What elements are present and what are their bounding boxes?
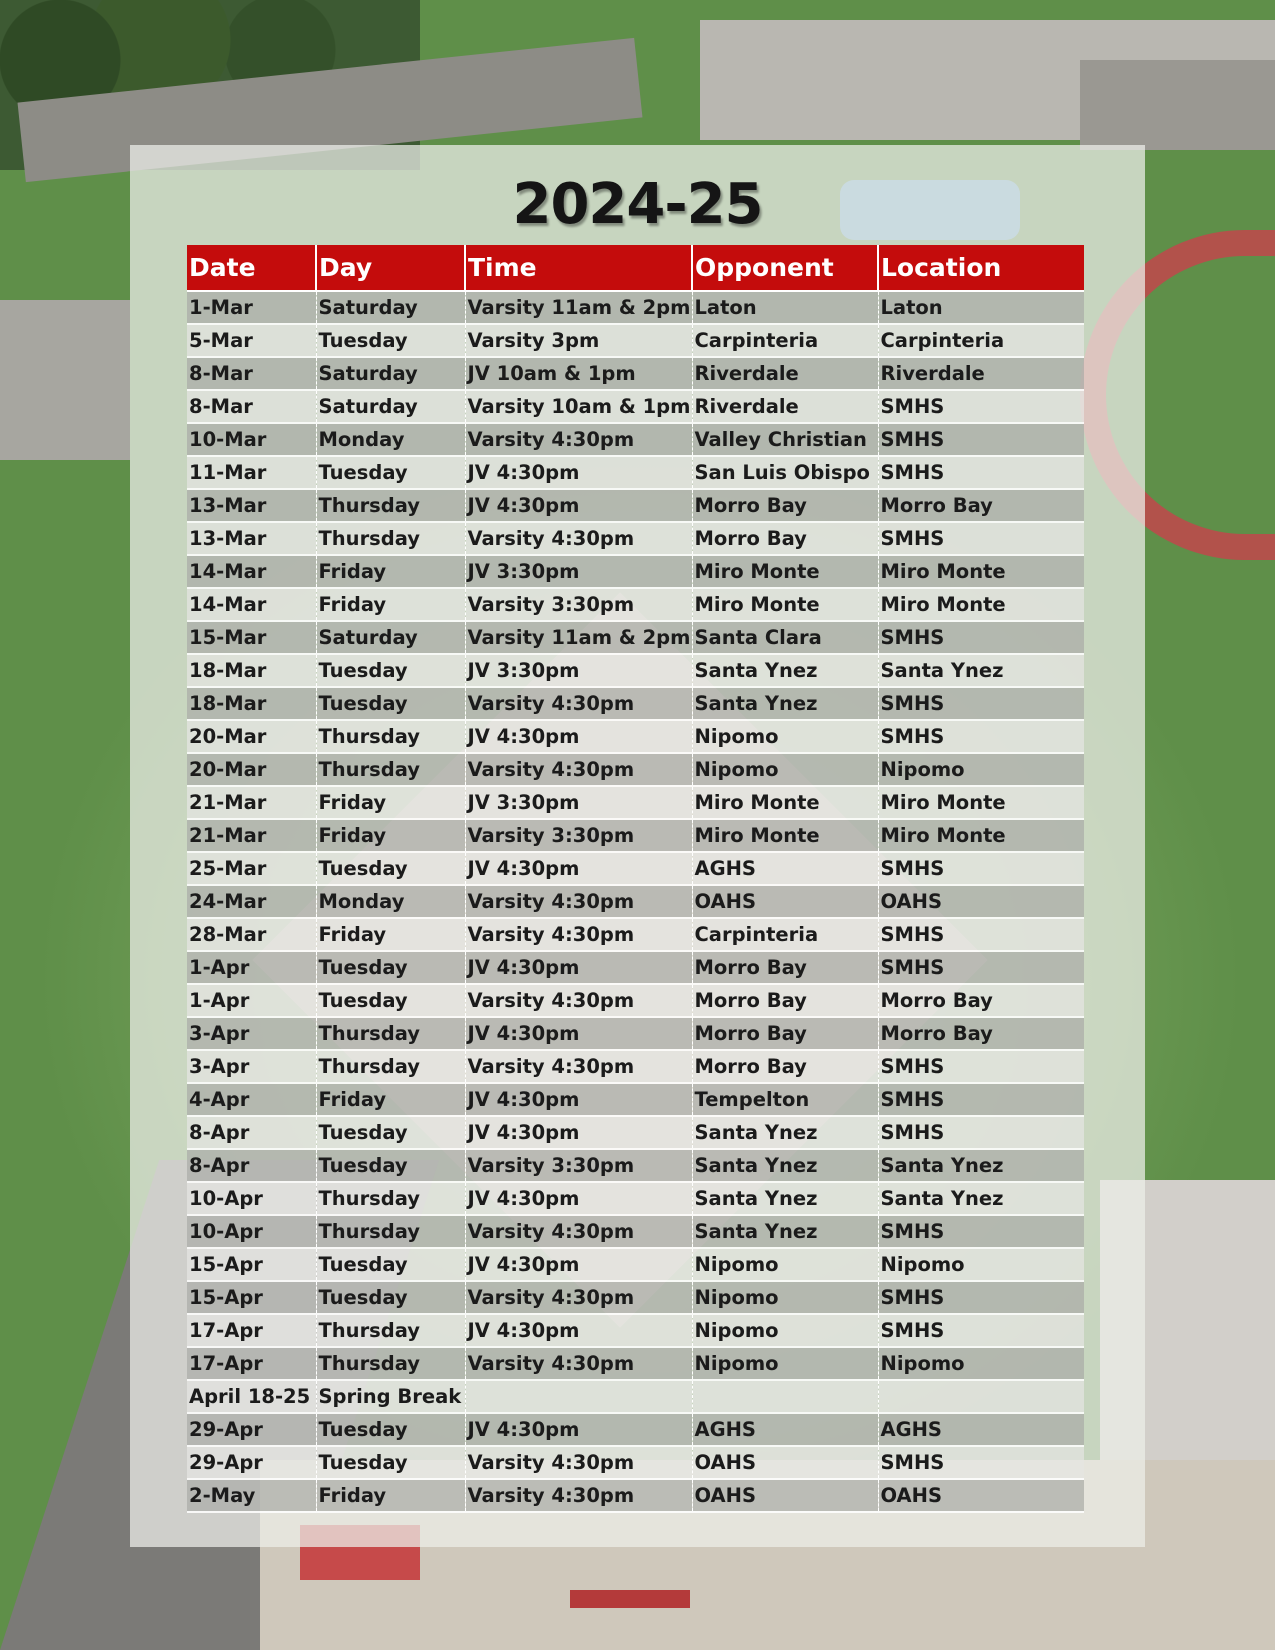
table-row <box>187 1314 1084 1347</box>
location-cell: Nipomo <box>878 753 1084 786</box>
opponent-cell: AGHS <box>692 852 878 885</box>
table-row <box>187 588 1084 621</box>
location-cell: SMHS <box>878 390 1084 423</box>
opponent-cell: Santa Ynez <box>692 654 878 687</box>
day-cell: Tuesday <box>316 324 465 357</box>
location-cell: SMHS <box>878 522 1084 555</box>
table-row <box>187 984 1084 1017</box>
location-cell: SMHS <box>878 1314 1084 1347</box>
time-cell: JV 4:30pm <box>465 951 692 984</box>
opponent-cell: AGHS <box>692 1413 878 1446</box>
opponent-cell: Riverdale <box>692 357 878 390</box>
day-cell: Thursday <box>316 1182 465 1215</box>
parking-lot <box>1080 60 1275 150</box>
time-cell: Varsity 4:30pm <box>465 423 692 456</box>
time-cell: Varsity 3:30pm <box>465 1149 692 1182</box>
date-cell: 1-Apr <box>187 984 316 1017</box>
day-cell: Friday <box>316 918 465 951</box>
table-row <box>187 423 1084 456</box>
column-header-date: Date <box>187 245 316 291</box>
date-cell: 13-Mar <box>187 489 316 522</box>
day-cell: Thursday <box>316 1347 465 1380</box>
time-cell: Varsity 4:30pm <box>465 1446 692 1479</box>
opponent-cell: Miro Monte <box>692 588 878 621</box>
table-row <box>187 1083 1084 1116</box>
table-row <box>187 1215 1084 1248</box>
opponent-cell: San Luis Obispo <box>692 456 878 489</box>
table-row <box>187 324 1084 357</box>
location-cell: Santa Ynez <box>878 654 1084 687</box>
date-cell: 8-Apr <box>187 1149 316 1182</box>
location-cell: SMHS <box>878 1215 1084 1248</box>
table-row <box>187 1281 1084 1314</box>
date-cell: 21-Mar <box>187 786 316 819</box>
location-cell: Miro Monte <box>878 786 1084 819</box>
table-row <box>187 753 1084 786</box>
opponent-cell: Santa Ynez <box>692 1182 878 1215</box>
date-cell: 14-Mar <box>187 555 316 588</box>
location-cell: SMHS <box>878 720 1084 753</box>
location-cell <box>878 1380 1084 1413</box>
opponent-cell: Nipomo <box>692 1314 878 1347</box>
opponent-cell: Nipomo <box>692 1347 878 1380</box>
day-cell: Tuesday <box>316 1149 465 1182</box>
opponent-cell: Nipomo <box>692 753 878 786</box>
opponent-cell: Valley Christian <box>692 423 878 456</box>
table-row <box>187 1413 1084 1446</box>
time-cell: Varsity 4:30pm <box>465 918 692 951</box>
opponent-cell: Carpinteria <box>692 324 878 357</box>
time-cell: JV 4:30pm <box>465 489 692 522</box>
time-cell: JV 4:30pm <box>465 1413 692 1446</box>
location-cell: Riverdale <box>878 357 1084 390</box>
date-cell: 20-Mar <box>187 720 316 753</box>
time-cell: Varsity 4:30pm <box>465 885 692 918</box>
opponent-cell: Morro Bay <box>692 1017 878 1050</box>
time-cell: Varsity 3pm <box>465 324 692 357</box>
day-cell: Friday <box>316 1083 465 1116</box>
table-row <box>187 1380 1084 1413</box>
location-cell: Miro Monte <box>878 588 1084 621</box>
day-cell: Tuesday <box>316 1248 465 1281</box>
date-cell: 4-Apr <box>187 1083 316 1116</box>
day-cell: Saturday <box>316 357 465 390</box>
table-row <box>187 489 1084 522</box>
opponent-cell: Santa Ynez <box>692 687 878 720</box>
time-cell: Varsity 10am & 1pm <box>465 390 692 423</box>
date-cell: 25-Mar <box>187 852 316 885</box>
date-cell: April 18-25 <box>187 1380 316 1413</box>
location-cell: OAHS <box>878 885 1084 918</box>
opponent-cell: Tempelton <box>692 1083 878 1116</box>
day-cell: Tuesday <box>316 984 465 1017</box>
column-header-opponent: Opponent <box>692 245 878 291</box>
opponent-cell: Morro Bay <box>692 489 878 522</box>
location-cell: SMHS <box>878 918 1084 951</box>
location-cell: OAHS <box>878 1479 1084 1512</box>
opponent-cell: Nipomo <box>692 720 878 753</box>
date-cell: 15-Apr <box>187 1248 316 1281</box>
day-cell: Tuesday <box>316 951 465 984</box>
time-cell: JV 4:30pm <box>465 720 692 753</box>
location-cell: SMHS <box>878 1446 1084 1479</box>
day-cell: Tuesday <box>316 687 465 720</box>
table-row <box>187 885 1084 918</box>
location-cell: Morro Bay <box>878 489 1084 522</box>
day-cell: Friday <box>316 819 465 852</box>
day-cell: Saturday <box>316 390 465 423</box>
column-header-time: Time <box>465 245 692 291</box>
location-cell: SMHS <box>878 456 1084 489</box>
table-row <box>187 852 1084 885</box>
opponent-cell: Morro Bay <box>692 984 878 1017</box>
date-cell: 2-May <box>187 1479 316 1512</box>
time-cell: JV 3:30pm <box>465 654 692 687</box>
opponent-cell: Morro Bay <box>692 522 878 555</box>
time-cell: JV 4:30pm <box>465 1116 692 1149</box>
day-cell: Friday <box>316 786 465 819</box>
opponent-cell <box>692 1380 878 1413</box>
date-cell: 29-Apr <box>187 1413 316 1446</box>
location-cell: SMHS <box>878 951 1084 984</box>
schedule-table <box>187 245 1084 1513</box>
table-row <box>187 390 1084 423</box>
time-cell: Varsity 3:30pm <box>465 819 692 852</box>
time-cell: JV 4:30pm <box>465 1248 692 1281</box>
day-cell: Tuesday <box>316 1446 465 1479</box>
day-cell: Friday <box>316 1479 465 1512</box>
column-header-location: Location <box>878 245 1084 291</box>
day-cell: Tuesday <box>316 1116 465 1149</box>
date-cell: 8-Mar <box>187 357 316 390</box>
time-cell: Varsity 4:30pm <box>465 522 692 555</box>
date-cell: 15-Apr <box>187 1281 316 1314</box>
location-cell: SMHS <box>878 1281 1084 1314</box>
time-cell: Varsity 4:30pm <box>465 1215 692 1248</box>
date-cell: 3-Apr <box>187 1050 316 1083</box>
table-row <box>187 621 1084 654</box>
day-cell: Thursday <box>316 522 465 555</box>
day-cell: Monday <box>316 423 465 456</box>
day-cell: Thursday <box>316 1017 465 1050</box>
time-cell: Varsity 4:30pm <box>465 1050 692 1083</box>
table-row <box>187 291 1084 324</box>
opponent-cell: OAHS <box>692 1446 878 1479</box>
day-cell: Tuesday <box>316 1413 465 1446</box>
location-cell: Santa Ynez <box>878 1182 1084 1215</box>
date-cell: 24-Mar <box>187 885 316 918</box>
location-cell: Miro Monte <box>878 819 1084 852</box>
opponent-cell: Nipomo <box>692 1248 878 1281</box>
time-cell: JV 4:30pm <box>465 852 692 885</box>
opponent-cell: Morro Bay <box>692 951 878 984</box>
time-cell: JV 4:30pm <box>465 1314 692 1347</box>
opponent-cell: Laton <box>692 291 878 324</box>
opponent-cell: Carpinteria <box>692 918 878 951</box>
location-cell: SMHS <box>878 1050 1084 1083</box>
location-cell: Santa Ynez <box>878 1149 1084 1182</box>
day-cell: Tuesday <box>316 654 465 687</box>
day-cell: Thursday <box>316 753 465 786</box>
date-cell: 17-Apr <box>187 1314 316 1347</box>
opponent-cell: Nipomo <box>692 1281 878 1314</box>
day-cell: Spring Break <box>316 1380 465 1413</box>
table-row <box>187 654 1084 687</box>
location-cell: AGHS <box>878 1413 1084 1446</box>
page-title: 2024-25 <box>512 172 763 237</box>
opponent-cell: Santa Clara <box>692 621 878 654</box>
opponent-cell: Santa Ynez <box>692 1149 878 1182</box>
location-cell: Morro Bay <box>878 1017 1084 1050</box>
location-cell: SMHS <box>878 1116 1084 1149</box>
time-cell: Varsity 4:30pm <box>465 753 692 786</box>
time-cell: Varsity 4:30pm <box>465 984 692 1017</box>
table-row <box>187 1446 1084 1479</box>
column-header-day: Day <box>316 245 465 291</box>
day-cell: Monday <box>316 885 465 918</box>
location-cell: Morro Bay <box>878 984 1084 1017</box>
table-row <box>187 522 1084 555</box>
table-row <box>187 1050 1084 1083</box>
time-cell: JV 3:30pm <box>465 786 692 819</box>
day-cell: Thursday <box>316 1215 465 1248</box>
day-cell: Tuesday <box>316 852 465 885</box>
day-cell: Tuesday <box>316 456 465 489</box>
time-cell: Varsity 4:30pm <box>465 687 692 720</box>
day-cell: Thursday <box>316 720 465 753</box>
location-cell: Nipomo <box>878 1248 1084 1281</box>
table-row <box>187 555 1084 588</box>
date-cell: 15-Mar <box>187 621 316 654</box>
date-cell: 18-Mar <box>187 654 316 687</box>
location-cell: SMHS <box>878 1083 1084 1116</box>
location-cell: SMHS <box>878 423 1084 456</box>
date-cell: 17-Apr <box>187 1347 316 1380</box>
date-cell: 8-Apr <box>187 1116 316 1149</box>
table-row <box>187 1149 1084 1182</box>
day-cell: Saturday <box>316 621 465 654</box>
location-cell: SMHS <box>878 687 1084 720</box>
time-cell: Varsity 3:30pm <box>465 588 692 621</box>
table-row <box>187 819 1084 852</box>
date-cell: 28-Mar <box>187 918 316 951</box>
date-cell: 10-Apr <box>187 1182 316 1215</box>
location-cell: SMHS <box>878 852 1084 885</box>
building <box>0 300 130 460</box>
location-cell: Carpinteria <box>878 324 1084 357</box>
day-cell: Thursday <box>316 1314 465 1347</box>
date-cell: 11-Mar <box>187 456 316 489</box>
day-cell: Saturday <box>316 291 465 324</box>
time-cell: Varsity 4:30pm <box>465 1281 692 1314</box>
opponent-cell: Morro Bay <box>692 1050 878 1083</box>
date-cell: 1-Apr <box>187 951 316 984</box>
table-row <box>187 918 1084 951</box>
date-cell: 14-Mar <box>187 588 316 621</box>
table-row <box>187 357 1084 390</box>
opponent-cell: OAHS <box>692 885 878 918</box>
opponent-cell: OAHS <box>692 1479 878 1512</box>
opponent-cell: Miro Monte <box>692 555 878 588</box>
time-cell: Varsity 11am & 2pm <box>465 621 692 654</box>
opponent-cell: Santa Ynez <box>692 1116 878 1149</box>
date-cell: 5-Mar <box>187 324 316 357</box>
header-row <box>187 245 1084 291</box>
table-row <box>187 687 1084 720</box>
date-cell: 10-Mar <box>187 423 316 456</box>
schedule-rows <box>187 291 1084 1512</box>
day-cell: Tuesday <box>316 1281 465 1314</box>
day-cell: Thursday <box>316 1050 465 1083</box>
table-row <box>187 1182 1084 1215</box>
date-cell: 21-Mar <box>187 819 316 852</box>
time-cell: JV 4:30pm <box>465 1083 692 1116</box>
table-row <box>187 951 1084 984</box>
date-cell: 10-Apr <box>187 1215 316 1248</box>
table-row <box>187 1347 1084 1380</box>
table-row <box>187 720 1084 753</box>
opponent-cell: Riverdale <box>692 390 878 423</box>
time-cell: JV 4:30pm <box>465 1182 692 1215</box>
date-cell: 8-Mar <box>187 390 316 423</box>
table-row <box>187 1479 1084 1512</box>
time-cell: Varsity 11am & 2pm <box>465 291 692 324</box>
table-row <box>187 1116 1084 1149</box>
date-cell: 29-Apr <box>187 1446 316 1479</box>
red-bench <box>570 1590 690 1608</box>
time-cell <box>465 1380 692 1413</box>
date-cell: 13-Mar <box>187 522 316 555</box>
location-cell: Nipomo <box>878 1347 1084 1380</box>
date-cell: 1-Mar <box>187 291 316 324</box>
location-cell: SMHS <box>878 621 1084 654</box>
opponent-cell: Miro Monte <box>692 819 878 852</box>
date-cell: 3-Apr <box>187 1017 316 1050</box>
date-cell: 20-Mar <box>187 753 316 786</box>
table-row <box>187 1248 1084 1281</box>
time-cell: JV 3:30pm <box>465 555 692 588</box>
day-cell: Thursday <box>316 489 465 522</box>
table-row <box>187 1017 1084 1050</box>
table-row <box>187 456 1084 489</box>
opponent-cell: Santa Ynez <box>692 1215 878 1248</box>
opponent-cell: Miro Monte <box>692 786 878 819</box>
time-cell: JV 4:30pm <box>465 1017 692 1050</box>
time-cell: JV 10am & 1pm <box>465 357 692 390</box>
day-cell: Friday <box>316 555 465 588</box>
table-row <box>187 786 1084 819</box>
time-cell: Varsity 4:30pm <box>465 1479 692 1512</box>
location-cell: Laton <box>878 291 1084 324</box>
time-cell: Varsity 4:30pm <box>465 1347 692 1380</box>
date-cell: 18-Mar <box>187 687 316 720</box>
day-cell: Friday <box>316 588 465 621</box>
location-cell: Miro Monte <box>878 555 1084 588</box>
time-cell: JV 4:30pm <box>465 456 692 489</box>
